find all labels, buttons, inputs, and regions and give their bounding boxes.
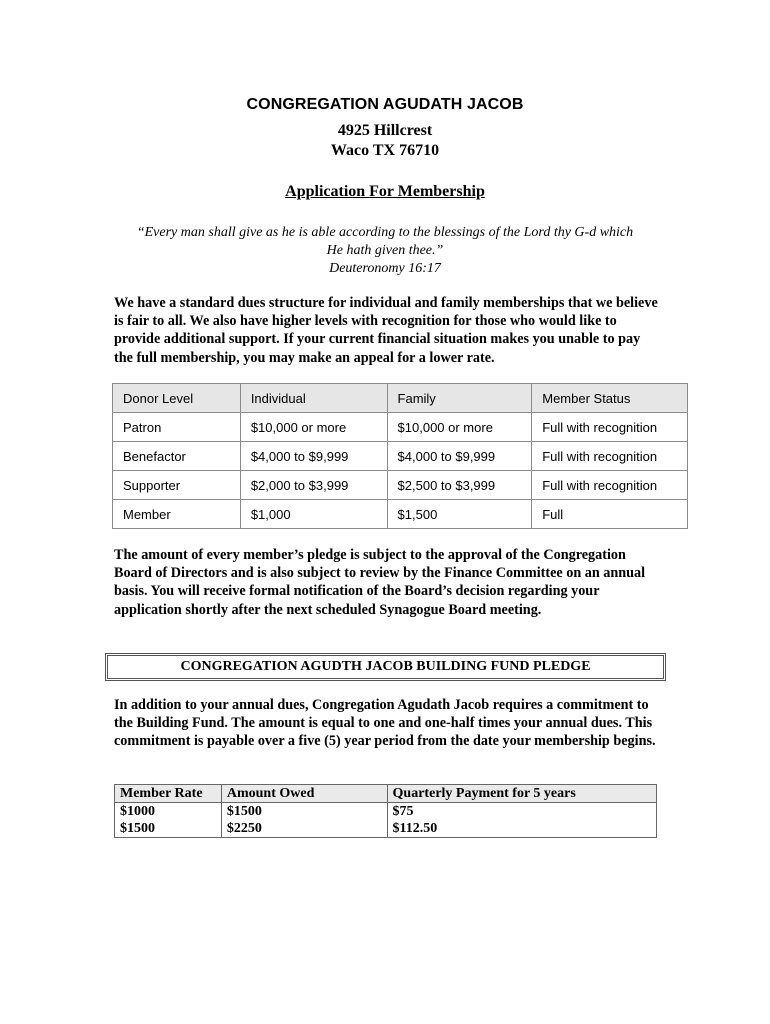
- table-cell: $4,000 to $9,999: [387, 442, 532, 471]
- table-cell: $1500: [115, 820, 222, 838]
- table-cell: Full with recognition: [532, 413, 688, 442]
- table-cell: Full with recognition: [532, 442, 688, 471]
- table-cell: $10,000 or more: [240, 413, 387, 442]
- header-cell: Quarterly Payment for 5 years: [387, 785, 656, 803]
- table-cell: Patron: [113, 413, 241, 442]
- address-line-1: 4925 Hillcrest: [337, 122, 433, 139]
- payment-table-header: [115, 785, 657, 803]
- table-row: [113, 413, 688, 442]
- table-cell: $4,000 to $9,999: [240, 442, 387, 471]
- intro-paragraph: We have a standard dues structure for individual and family memberships that we believe is fair to all. We also have higher levels with recognition for those who would like to provide additional support. If your current financial situation makes you unable to pay the full membership, you may make an appeal for a lower rate.: [114, 295, 658, 366]
- payment-table: [114, 784, 657, 838]
- header-cell: Donor Level: [113, 384, 241, 413]
- header-cell: Member Rate: [115, 785, 222, 803]
- table-row: [113, 442, 688, 471]
- table-row: [113, 500, 688, 529]
- building-fund-title: CONGREGATION AGUDTH JACOB BUILDING FUND PLEDGE: [105, 653, 666, 681]
- address-line-2: Waco TX 76710: [330, 142, 440, 159]
- table-cell: $1000: [115, 803, 222, 821]
- table-cell: $112.50: [387, 820, 656, 838]
- quote-line-2: He hath given thee.”: [326, 243, 444, 258]
- table-row: [115, 820, 657, 838]
- table-cell: $2250: [221, 820, 387, 838]
- table-cell: Supporter: [113, 471, 241, 500]
- approval-paragraph: The amount of every member’s pledge is subject to the approval of the Congregation Board of Directors and is also subject to review by the Finance Committee on an annual basis. You will receive formal notification of the Board’s decision regarding your application shortly after the next scheduled Synagogue Board meeting.: [114, 547, 646, 618]
- building-fund-paragraph: In addition to your annual dues, Congregation Agudath Jacob requires a commitment to the Building Fund. The amount is equal to one and one-half times your annual dues. This commitment is payable over a five (5) year period from the date your membership begins.: [114, 697, 656, 750]
- donor-level-table: [112, 383, 688, 529]
- header-cell: Individual: [240, 384, 387, 413]
- donor-table-header: [113, 384, 688, 413]
- header-cell: Family: [387, 384, 532, 413]
- table-cell: $1,500: [387, 500, 532, 529]
- scripture-quote: [110, 224, 660, 278]
- table-row: [113, 471, 688, 500]
- table-cell: $1500: [221, 803, 387, 821]
- org-name: CONGREGATION AGUDATH JACOB: [246, 96, 524, 113]
- quote-citation: Deuteronomy 16:17: [329, 261, 441, 276]
- table-cell: Benefactor: [113, 442, 241, 471]
- table-cell: $1,000: [240, 500, 387, 529]
- table-cell: $2,000 to $3,999: [240, 471, 387, 500]
- table-row: [115, 803, 657, 821]
- table-cell: Member: [113, 500, 241, 529]
- form-title: Application For Membership: [285, 183, 485, 200]
- table-cell: $2,500 to $3,999: [387, 471, 532, 500]
- table-cell: Full: [532, 500, 688, 529]
- header-cell: Amount Owed: [221, 785, 387, 803]
- table-cell: $10,000 or more: [387, 413, 532, 442]
- quote-line-1: “Every man shall give as he is able according to the blessings of the Lord thy G-d which: [136, 225, 634, 240]
- header-cell: Member Status: [532, 384, 688, 413]
- table-cell: Full with recognition: [532, 471, 688, 500]
- table-cell: $75: [387, 803, 656, 821]
